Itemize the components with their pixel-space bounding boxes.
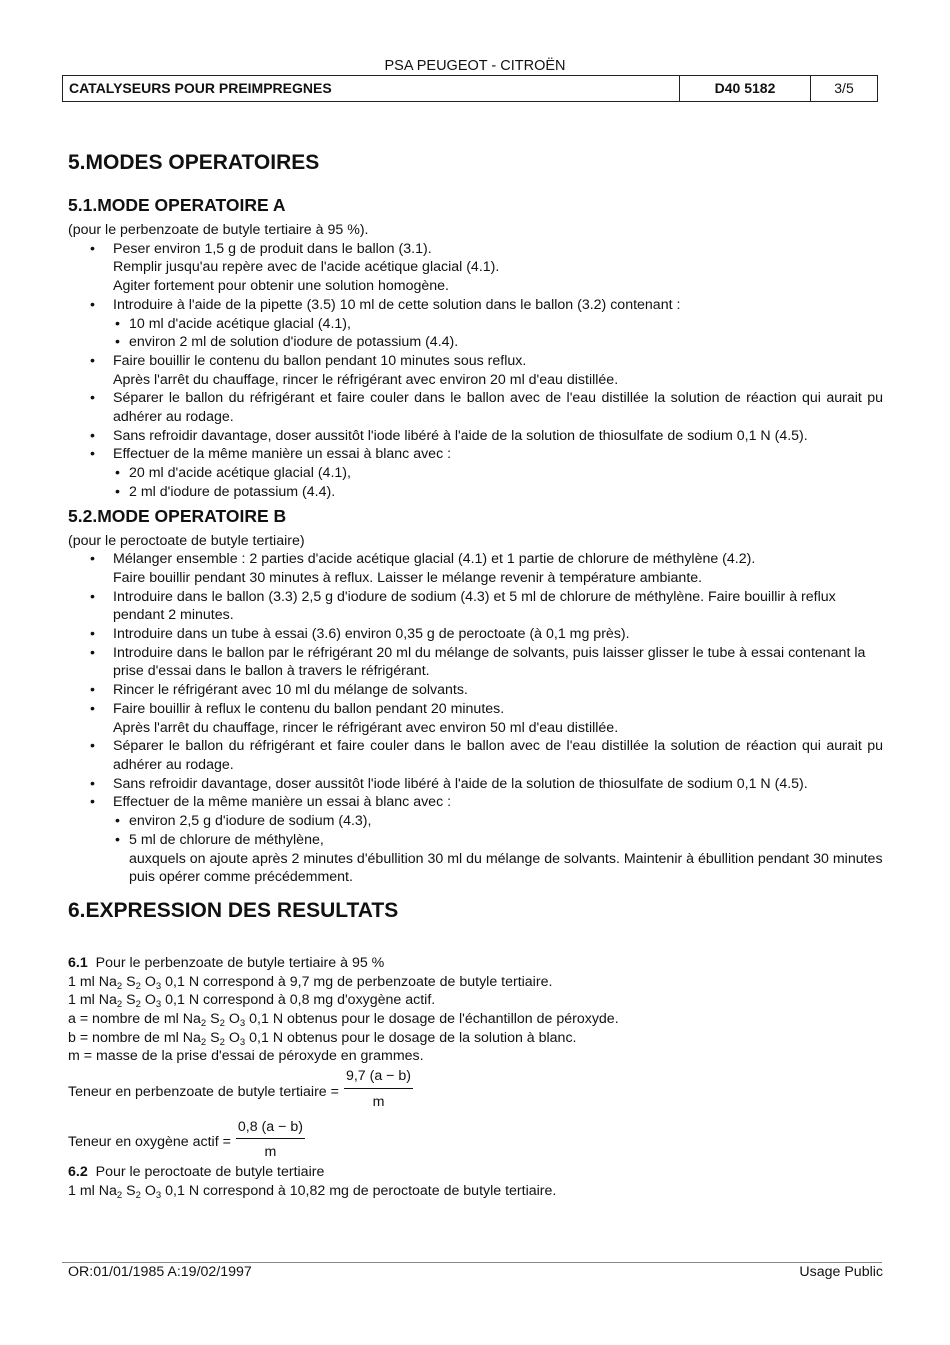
chem-text: O: [228, 1029, 240, 1046]
chem-text: 1 ml Na: [68, 1182, 117, 1199]
fraction-numerator: 0,8 (a − b): [236, 1118, 305, 1140]
subsection-6-1: [68, 954, 883, 973]
sub-list: [113, 464, 883, 501]
chem-text: O: [144, 973, 156, 990]
mode-a-intro: (pour le perbenzoate de butyle tertiaire à 95 %).: [68, 222, 369, 238]
list-item: [68, 700, 883, 737]
step-line: Agiter fortement pour obtenir une solution homogène.: [113, 278, 449, 295]
step-line: Après l'arrêt du chauffage, rincer le réfrigérant avec environ 50 ml d'eau distillée.: [113, 719, 619, 736]
chem-text: S: [210, 1011, 220, 1028]
list-item: [68, 296, 883, 352]
list-item: • Introduire dans le ballon par le réfrigérant 20 ml du mélange de solvants, puis laisser glisser le tube à essai contenant la prise d'essai dans le ballon à travers le réfrigérant.: [68, 644, 883, 681]
chem-sub: 2: [219, 1018, 225, 1030]
result-line: [68, 1010, 883, 1029]
step-line: • Peser environ 1,5 g de produit dans le ballon (3.1).: [113, 240, 432, 257]
step-line: • Effectuer de la même manière un essai à blanc avec :: [113, 446, 452, 463]
formula-oxygen: [68, 1118, 883, 1165]
result-line: [68, 991, 883, 1010]
list-item: • Rincer le réfrigérant avec 10 ml du mélange de solvants.: [68, 681, 883, 700]
chem-text: S: [126, 973, 136, 990]
fraction-numerator: 9,7 (a − b): [344, 1067, 413, 1089]
sub-list-item: • 20 ml d'acide acétique glacial (4.1),: [113, 464, 883, 483]
chem-sub: 2: [116, 980, 123, 992]
subsection-title: Pour le perbenzoate de butyle tertiaire à 95 %: [95, 954, 385, 971]
list-item: • Introduire dans le ballon (3.3) 2,5 g d'iodure de sodium (4.3) et 5 ml de chlorure de méthylène. Faire bouillir à reflux pendant 2 minutes.: [68, 588, 883, 625]
step-line: Remplir jusqu'au repère avec de l'acide acétique glacial (4.1).: [113, 259, 500, 276]
document-header-table: [62, 75, 878, 102]
formula-label: Teneur en oxygène actif =: [68, 1134, 231, 1151]
step-line: • Introduire à l'aide de la pipette (3.5) 10 ml de cette solution dans le ballon (3.2) contenant :: [113, 296, 681, 313]
step-line: Après l'arrêt du chauffage, rincer le réfrigérant avec environ 20 ml d'eau distillée.: [113, 371, 619, 388]
subsection-6-2: [68, 1163, 883, 1182]
list-item: [68, 240, 883, 296]
subsection-title: Pour le peroctoate de butyle tertiaire: [95, 1163, 325, 1180]
sub-list: [113, 315, 883, 352]
chem-sub: 3: [155, 999, 162, 1011]
chem-text: 1 ml Na: [68, 992, 117, 1009]
result-text: a = nombre de ml Na: [68, 1011, 201, 1028]
fraction-denominator: m: [264, 1144, 277, 1161]
chem-sub: 2: [116, 999, 123, 1011]
mode-a-title: 5.1.MODE OPERATOIRE A: [68, 195, 286, 215]
formula-fraction: [236, 1118, 305, 1162]
chem-sub: 2: [135, 980, 141, 992]
list-item: [68, 445, 883, 501]
chem-text: S: [126, 1182, 136, 1199]
mode-b-steps: [68, 550, 883, 887]
result-text: 0,1 N obtenus pour le dosage de la solution à blanc.: [249, 1029, 577, 1046]
result-text: 0,1 N correspond à 0,8 mg d'oxygène actif.: [165, 992, 436, 1009]
list-item: • Sans refroidir davantage, doser aussitôt l'iode libéré à l'aide de la solution de thiosulfate de sodium 0,1 N (4.5).: [68, 427, 883, 446]
chem-sub: 3: [239, 1018, 246, 1030]
result-text: 0,1 N correspond à 10,82 mg de peroctoate de butyle tertiaire.: [165, 1182, 557, 1199]
section-5-title: 5.MODES OPERATOIRES: [68, 151, 320, 174]
list-item: • Séparer le ballon du réfrigérant et faire couler dans le ballon avec de l'eau distillée la solution de réaction qui aurait pu adhérer au rodage.: [68, 389, 883, 426]
mode-a-steps: [68, 240, 883, 502]
company-name: PSA PEUGEOT - CITROËN: [384, 58, 566, 74]
step-line: • Faire bouillir à reflux le contenu du ballon pendant 20 minutes.: [113, 700, 505, 717]
chem-sub: 3: [239, 1036, 246, 1048]
sub-list-item: • 10 ml d'acide acétique glacial (4.1),: [113, 315, 883, 334]
chem-text: S: [126, 992, 136, 1009]
chem-sub: 2: [116, 1189, 123, 1201]
list-item: • Séparer le ballon du réfrigérant et faire couler dans le ballon avec de l'eau distillée la solution de réaction qui aurait pu adhérer au rodage.: [68, 737, 883, 774]
sub-list-item: • environ 2,5 g d'iodure de sodium (4.3),: [113, 812, 883, 831]
document-body: [68, 150, 883, 1200]
sub-list-item: • 2 ml d'iodure de potassium (4.4).: [113, 483, 883, 502]
result-text: 0,1 N obtenus pour le dosage de l'échantillon de péroxyde.: [249, 1011, 619, 1028]
page-number: 3/5: [811, 76, 878, 102]
step-line: • Effectuer de la même manière un essai à blanc avec :: [113, 794, 452, 811]
list-item: • Sans refroidir davantage, doser aussitôt l'iode libéré à l'aide de la solution de thiosulfate de sodium 0,1 N (4.5).: [68, 775, 883, 794]
subsection-number: 6.1: [68, 954, 88, 971]
sub-list-item: • environ 2 ml de solution d'iodure de potassium (4.4).: [113, 333, 883, 352]
chem-text: O: [228, 1011, 240, 1028]
chem-text: 1 ml Na: [68, 973, 117, 990]
step-line: • Faire bouillir le contenu du ballon pendant 10 minutes sous reflux.: [113, 352, 527, 369]
chem-sub: 3: [155, 980, 162, 992]
result-text: 0,1 N correspond à 9,7 mg de perbenzoate de butyle tertiaire.: [165, 973, 553, 990]
list-item: [68, 550, 883, 587]
document-title: CATALYSEURS POUR PREIMPREGNES: [63, 76, 680, 102]
chem-sub: 2: [135, 1189, 141, 1201]
sub-list-continuation: auxquels on ajoute après 2 minutes d'ébullition 30 ml du mélange de solvants. Maintenir à ébullition pendant 30 minutes puis opérer comme précédemment.: [129, 850, 883, 886]
footer-dates: OR:01/01/1985 A:19/02/1997: [68, 1264, 252, 1280]
result-line: [68, 973, 883, 992]
fraction-denominator: m: [372, 1093, 385, 1110]
formula-label: Teneur en perbenzoate de butyle tertiaire =: [68, 1083, 339, 1100]
list-item: [68, 793, 883, 887]
sub-list-text: 5 ml de chlorure de méthylène,: [129, 831, 324, 848]
result-line: [68, 1182, 883, 1201]
formula-perbenzoate: [68, 1070, 883, 1114]
formula-fraction: [344, 1067, 413, 1111]
subsection-number: 6.2: [68, 1163, 88, 1180]
chem-sub: 2: [219, 1036, 225, 1048]
document-reference: D40 5182: [680, 76, 811, 102]
list-item: • Introduire dans un tube à essai (3.6) environ 0,35 g de peroctoate (à 0,1 mg près).: [68, 625, 883, 644]
chem-sub: 2: [200, 1018, 207, 1030]
chem-sub: 2: [200, 1036, 207, 1048]
sub-list-item: [113, 831, 883, 887]
result-line: m = masse de la prise d'essai de péroxyde en grammes.: [68, 1048, 424, 1065]
list-item: [68, 352, 883, 389]
result-text: b = nombre de ml Na: [68, 1029, 201, 1046]
chem-sub: 3: [155, 1189, 162, 1201]
section-6-title: 6.EXPRESSION DES RESULTATS: [68, 898, 399, 922]
chem-sub: 2: [135, 999, 141, 1011]
step-line: • Mélanger ensemble : 2 parties d'acide acétique glacial (4.1) et 1 partie de chlorure de méthylène (4.2).: [113, 551, 756, 568]
mode-b-title: 5.2.MODE OPERATOIRE B: [68, 505, 287, 526]
mode-b-intro: (pour le peroctoate de butyle tertiaire): [68, 532, 305, 549]
chem-text: S: [210, 1029, 220, 1046]
chem-text: O: [144, 992, 156, 1009]
sub-list: [113, 812, 883, 887]
footer-usage: Usage Public: [799, 1264, 883, 1280]
chem-text: O: [144, 1182, 156, 1199]
step-line: Faire bouillir pendant 30 minutes à reflux. Laisser le mélange revenir à température ambiante.: [113, 569, 703, 586]
result-line: [68, 1029, 883, 1048]
